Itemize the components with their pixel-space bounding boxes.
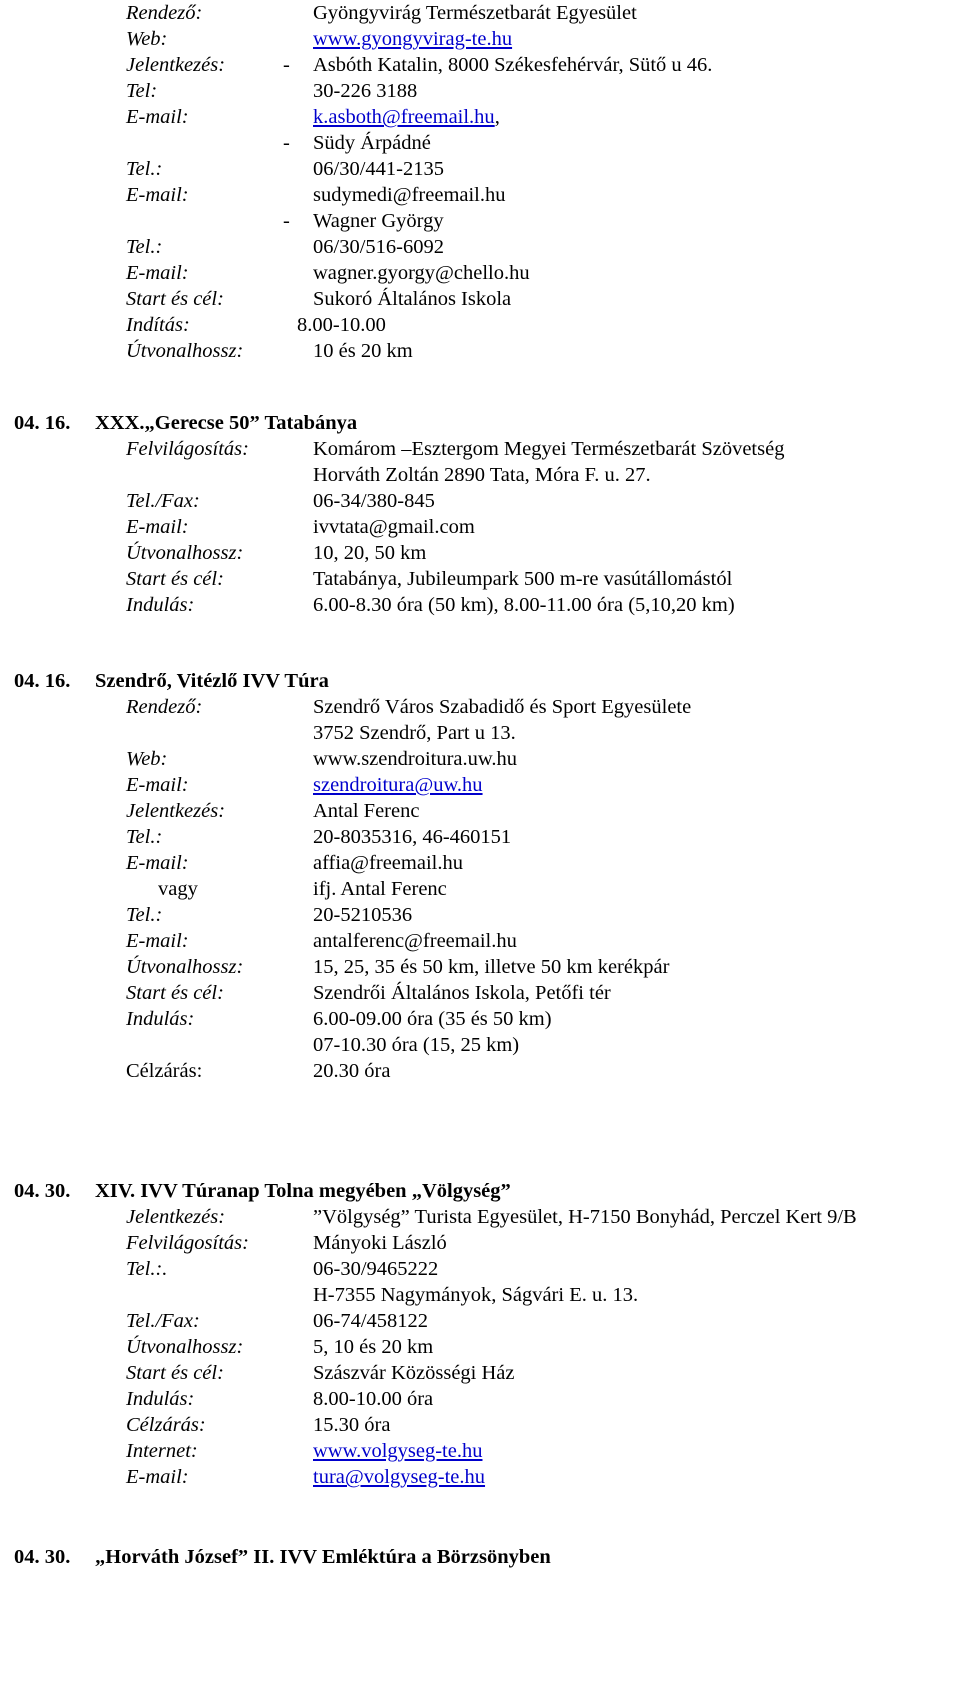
event-title: XIV. IVV Túranap Tolna megyében „Völgység” (95, 1180, 511, 1202)
value: H-7355 Nagymányok, Ságvári E. u. 13. (313, 1284, 639, 1306)
value: 8.00-10.00 óra (313, 1388, 434, 1410)
value: 20.30 óra (313, 1060, 391, 1082)
row-web (0, 746, 960, 772)
row-email (0, 182, 960, 208)
label: Indulás: (126, 594, 195, 616)
row-tel (0, 824, 960, 850)
label: Start és cél: (126, 568, 224, 590)
event-title: Szendrő, Vitézlő IVV Túra (95, 670, 329, 692)
value: Antal Ferenc (313, 800, 420, 822)
label: Rendező: (126, 696, 203, 718)
value: Wagner György (313, 210, 444, 232)
row-registration (0, 1204, 960, 1230)
value: affia@freemail.hu (313, 852, 463, 874)
label: E-mail: (126, 774, 189, 796)
row-email (0, 1464, 960, 1490)
label: Tel.:. (126, 1258, 168, 1280)
label: Jelentkezés: (126, 54, 226, 76)
row-registration (0, 52, 960, 78)
row-tel (0, 156, 960, 182)
row-start (0, 1360, 960, 1386)
value: 30-226 3188 (313, 80, 418, 102)
value: 06-74/458122 (313, 1310, 429, 1332)
value (313, 104, 500, 130)
label: Célzárás: (126, 1414, 206, 1436)
row-address (0, 720, 960, 746)
label: Start és cél: (126, 288, 224, 310)
value: 06/30/516-6092 (313, 236, 444, 258)
row-address (0, 462, 960, 488)
label: E-mail: (126, 106, 189, 128)
label: Internet: (126, 1440, 198, 1462)
event-header (0, 410, 960, 436)
row-registration (0, 798, 960, 824)
row-start (0, 980, 960, 1006)
value: Mányoki László (313, 1232, 447, 1254)
value: Komárom –Esztergom Megyei Természetbarát Szövetség (313, 438, 785, 460)
value: www.szendroitura.uw.hu (313, 748, 517, 770)
row-email (0, 928, 960, 954)
value: Horváth Zoltán 2890 Tata, Móra F. u. 27. (313, 464, 651, 486)
label: Indulás: (126, 1008, 195, 1030)
row-address (0, 1282, 960, 1308)
row-distance (0, 1334, 960, 1360)
value: 10, 20, 50 km (313, 542, 427, 564)
dash: - (283, 132, 290, 154)
event-date: 04. 16. (14, 412, 71, 434)
value: 3752 Szendrő, Part u 13. (313, 722, 516, 744)
row-contact (0, 208, 960, 234)
dash: - (283, 210, 290, 232)
label: E-mail: (126, 516, 189, 538)
row-closing (0, 1412, 960, 1438)
value: 07-10.30 óra (15, 25 km) (313, 1034, 520, 1056)
value: wagner.gyorgy@chello.hu (313, 262, 530, 284)
value: 06-34/380-845 (313, 490, 435, 512)
row-start (0, 566, 960, 592)
row-web (0, 26, 960, 52)
comma: , (494, 106, 500, 128)
label: vagy (158, 878, 198, 900)
label: Útvonalhossz: (126, 542, 244, 564)
email-link[interactable]: k.asboth@freemail.hu (313, 106, 495, 128)
value: 6.00-8.30 óra (50 km), 8.00-11.00 óra (5,10,20 km) (313, 594, 735, 616)
value: 8.00-10.00 (297, 314, 386, 336)
label: Start és cél: (126, 982, 224, 1004)
value: Szászvár Közösségi Ház (313, 1362, 515, 1384)
row-email (0, 772, 960, 798)
row-departure-2 (0, 1032, 960, 1058)
label: Rendező: (126, 2, 203, 24)
label: Indítás: (126, 314, 190, 336)
event-date: 04. 16. (14, 670, 71, 692)
row-tel (0, 902, 960, 928)
label: E-mail: (126, 1466, 189, 1488)
row-distance (0, 540, 960, 566)
label: E-mail: (126, 262, 189, 284)
row-distance (0, 954, 960, 980)
value: Gyöngyvirág Természetbarát Egyesület (313, 2, 637, 24)
label: Jelentkezés: (126, 1206, 226, 1228)
row-departure (0, 1386, 960, 1412)
value: 20-5210536 (313, 904, 413, 926)
value: ifj. Antal Ferenc (313, 878, 447, 900)
row-tel (0, 1256, 960, 1282)
value: ”Völgység” Turista Egyesület, H-7150 Bonyhád, Perczel Kert 9/B (313, 1206, 857, 1228)
event-title: XXX.„Gerecse 50” Tatabánya (95, 412, 358, 434)
label: Tel.: (126, 158, 163, 180)
value: Südy Árpádné (313, 132, 431, 154)
value: 5, 10 és 20 km (313, 1336, 434, 1358)
value: 6.00-09.00 óra (35 és 50 km) (313, 1008, 552, 1030)
value: 15.30 óra (313, 1414, 391, 1436)
row-email (0, 104, 960, 130)
value: Tatabánya, Jubileumpark 500 m-re vasútállomástól (313, 568, 733, 590)
event-date: 04. 30. (14, 1180, 71, 1202)
email-link[interactable]: szendroitura@uw.hu (313, 774, 483, 796)
label: Start és cél: (126, 1362, 224, 1384)
row-tel (0, 234, 960, 260)
row-organizer (0, 0, 960, 26)
label: Indulás: (126, 1388, 195, 1410)
label: Tel: (126, 80, 158, 102)
event-header (0, 1178, 960, 1204)
row-departure (0, 1006, 960, 1032)
label: E-mail: (126, 930, 189, 952)
value: 15, 25, 35 és 50 km, illetve 50 km kerékpár (313, 956, 670, 978)
value: sudymedi@freemail.hu (313, 184, 506, 206)
event-header (0, 668, 960, 694)
web-link[interactable]: www.gyongyvirag-te.hu (313, 28, 513, 50)
email-link[interactable]: tura@volgyseg-te.hu (313, 1466, 486, 1488)
row-distance (0, 338, 960, 364)
value: antalferenc@freemail.hu (313, 930, 517, 952)
value: 20-8035316, 46-460151 (313, 826, 512, 848)
label: E-mail: (126, 184, 189, 206)
row-telfax (0, 1308, 960, 1334)
row-info (0, 436, 960, 462)
row-closing (0, 1058, 960, 1084)
value: ivvtata@gmail.com (313, 516, 475, 538)
row-or (0, 876, 960, 902)
label: Felvilágosítás: (126, 438, 249, 460)
row-organizer (0, 694, 960, 720)
dash: - (283, 54, 290, 76)
value: 06-30/9465222 (313, 1258, 439, 1280)
web-link[interactable]: www.volgyseg-te.hu (313, 1440, 483, 1462)
row-contact (0, 130, 960, 156)
value: Szendrői Általános Iskola, Petőfi tér (313, 982, 611, 1004)
value: Asbóth Katalin, 8000 Székesfehérvár, Sütő u 46. (313, 54, 713, 76)
row-email (0, 260, 960, 286)
label: Jelentkezés: (126, 800, 226, 822)
label: Web: (126, 28, 168, 50)
value: 06/30/441-2135 (313, 158, 444, 180)
label: Tel./Fax: (126, 490, 200, 512)
label: Tel.: (126, 904, 163, 926)
label: Felvilágosítás: (126, 1232, 249, 1254)
row-email (0, 514, 960, 540)
row-start (0, 286, 960, 312)
row-internet (0, 1438, 960, 1464)
label: E-mail: (126, 852, 189, 874)
event-date: 04. 30. (14, 1546, 71, 1568)
label: Web: (126, 748, 168, 770)
event-title: „Horváth József” II. IVV Emléktúra a Börzsönyben (95, 1546, 551, 1568)
event-header (0, 1544, 960, 1570)
row-email (0, 850, 960, 876)
label: Útvonalhossz: (126, 956, 244, 978)
row-telfax (0, 488, 960, 514)
value: Sukoró Általános Iskola (313, 288, 512, 310)
value: Szendrő Város Szabadidő és Sport Egyesülete (313, 696, 692, 718)
label: Célzárás: (126, 1060, 203, 1082)
row-tel (0, 78, 960, 104)
label: Tel./Fax: (126, 1310, 200, 1332)
value: 10 és 20 km (313, 340, 413, 362)
row-departure (0, 592, 960, 618)
label: Útvonalhossz: (126, 1336, 244, 1358)
label: Tel.: (126, 826, 163, 848)
label: Tel.: (126, 236, 163, 258)
label: Útvonalhossz: (126, 340, 244, 362)
row-departure (0, 312, 960, 338)
row-info (0, 1230, 960, 1256)
